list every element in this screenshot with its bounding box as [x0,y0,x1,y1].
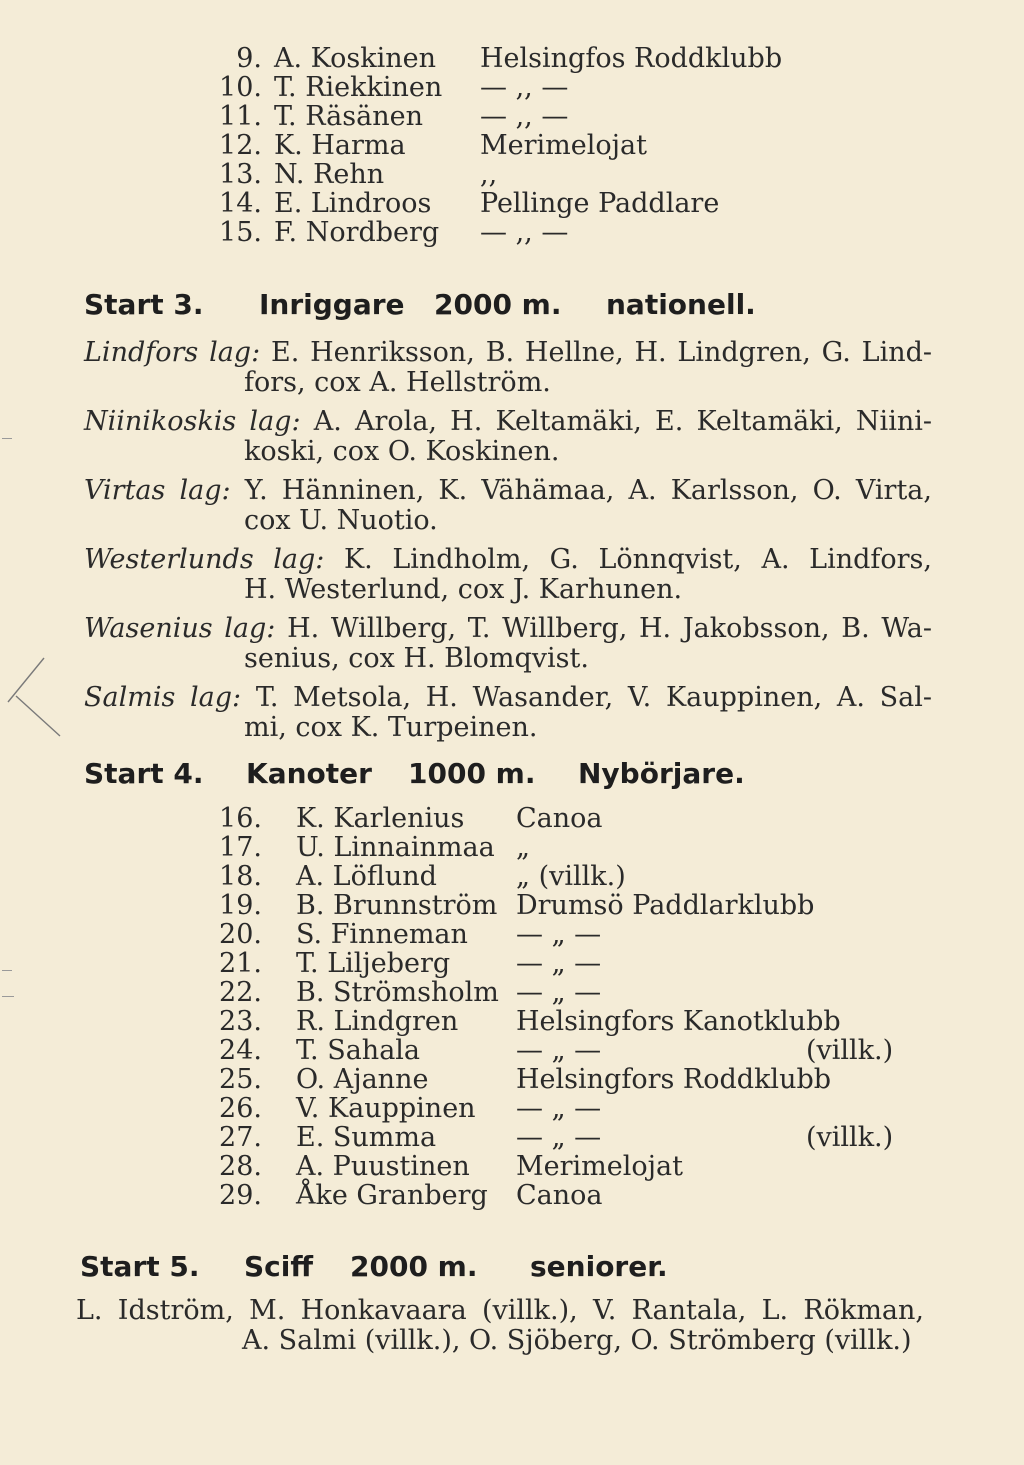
entry-row [219,919,924,950]
team-line-2: cox U. Nuotio. [244,505,438,536]
team-name: Lindfors lag: [84,337,261,368]
team-line-1 [84,545,932,575]
team-line-1 [84,407,932,437]
entry-list-start4 [219,803,924,1211]
entry-name: A. Löflund [296,861,437,892]
team-name: Salmis lag: [84,682,242,713]
entry-club: — „ — [516,1093,602,1124]
entry-club: — ,, — [480,101,569,132]
team-members: H. Willberg, T. Willberg, H. Jakobsson, B. Wa- [287,613,932,644]
entry-row [219,1093,924,1124]
start5-label: Start 5. [80,1250,200,1283]
entry-number: 16. [219,803,262,834]
entry-note: (villk.) [806,1035,894,1066]
entry-row [219,72,812,103]
entry-name: F. Nordberg [274,217,440,248]
team-line-2: koski, cox O. Koskinen. [244,436,560,467]
start4-distance: 1000 m. [408,757,536,790]
team-members: K. Lindholm, G. Lönnqvist, A. Lindfors, [344,544,932,575]
entry-row [219,1151,924,1182]
entry-name: Åke Granberg [296,1180,488,1211]
team-name: Wasenius lag: [84,613,276,644]
team-entry [84,476,932,536]
entry-name: E. Lindroos [274,188,432,219]
entry-row [219,159,812,190]
team-entry [84,407,932,467]
entry-number: 18. [219,861,262,892]
team-line-2: H. Westerlund, cox J. Karhunen. [244,574,683,605]
team-members: T. Metsola, H. Wasander, V. Kauppinen, A. Sal- [255,682,932,713]
start4-event: Kanoter [246,757,372,790]
entry-number: 10. [219,72,262,103]
start5-distance: 2000 m. [350,1250,478,1283]
start5-event: Sciff [244,1250,314,1283]
team-line-2: senius, cox H. Blomqvist. [244,643,589,674]
entry-number: 27. [219,1122,262,1153]
entry-number: 19. [219,890,262,921]
entry-row [219,832,924,863]
entry-club: — „ — [516,948,602,979]
team-entry [84,545,932,605]
entry-number: 9. [236,43,262,74]
pencil-check-mark [0,640,80,740]
start5-heading [80,1250,880,1284]
entry-name: T. Liljeberg [296,948,451,979]
entry-row [219,217,812,248]
entry-name: A. Koskinen [274,43,436,74]
entry-name: R. Lindgren [296,1006,459,1037]
entry-club: „ (villk.) [516,861,626,892]
team-line-2: fors, cox A. Hellström. [244,367,551,398]
entry-row [219,803,924,834]
entry-row [219,101,812,132]
entry-club: Merimelojat [480,130,647,161]
entry-number: 23. [219,1006,262,1037]
entry-club: Helsingfos Roddklubb [480,43,783,74]
entry-number: 11. [219,101,262,132]
start5-entries [76,1296,924,1356]
entry-club: Drumsö Paddlarklubb [516,890,815,921]
entry-name: S. Finneman [296,919,468,950]
margin-tick-3 [2,996,14,997]
margin-tick-1 [2,438,12,439]
entry-club: Canoa [516,1180,603,1211]
team-line-1 [84,683,932,713]
entry-number: 20. [219,919,262,950]
start3-heading [84,288,884,322]
entry-club: — ,, — [480,217,569,248]
entry-name: E. Summa [296,1122,437,1153]
entry-name: T. Sahala [296,1035,421,1066]
entry-name: K. Karlenius [296,803,465,834]
start3-label: Start 3. [84,288,204,321]
entry-row [236,43,812,74]
entry-row [219,1122,924,1153]
team-line-2: mi, cox K. Turpeinen. [244,712,538,743]
entry-row [219,188,812,219]
entry-name: U. Linnainmaa [296,832,495,863]
start4-heading [84,757,884,791]
entry-club: Helsingfors Roddklubb [516,1064,832,1095]
entry-number: 17. [219,832,262,863]
team-name: Westerlunds lag: [84,544,325,575]
entry-number: 29. [219,1180,262,1211]
entry-row [219,861,924,892]
entry-number: 15. [219,217,262,248]
start5-class: seniorer. [530,1250,668,1283]
entry-club: Pellinge Paddlare [480,188,720,219]
entry-row [219,890,924,921]
entry-row [219,977,924,1008]
entry-number: 21. [219,948,262,979]
team-entry [84,683,932,743]
entry-club: Merimelojat [516,1151,683,1182]
entry-number: 12. [219,130,262,161]
team-line-1 [84,338,932,368]
start3-class: nationell. [606,288,756,321]
entry-name: N. Rehn [274,159,385,190]
start4-label: Start 4. [84,757,204,790]
entry-name: B. Brunnström [296,890,498,921]
entry-name: V. Kauppinen [296,1093,476,1124]
team-members: Y. Hänninen, K. Vähämaa, A. Karlsson, O. Virta, [244,475,932,506]
entry-name: K. Harma [274,130,406,161]
entry-club: — „ — [516,1035,602,1066]
entry-number: 28. [219,1151,262,1182]
margin-tick-2 [2,970,12,971]
entry-row [219,1180,924,1211]
team-entry [84,614,932,674]
entry-club: Canoa [516,803,603,834]
entry-club: — „ — [516,977,602,1008]
team-line-1 [84,476,932,506]
entry-name: O. Ajanne [296,1064,429,1095]
team-name: Niinikoskis lag: [84,406,301,437]
start5-entries-line1: L. Idström, M. Honkavaara (villk.), V. Rantala, L. Rökman, [76,1295,924,1326]
start3-event: Inriggare [259,288,405,321]
entry-number: 14. [219,188,262,219]
start5-entries-line2: A. Salmi (villk.), O. Sjöberg, O. Strömberg (villk.) [242,1325,912,1356]
entry-number: 13. [219,159,262,190]
team-entry [84,338,932,398]
entry-list-top [219,43,812,248]
entry-club: „ [516,832,530,863]
entry-row [219,130,812,161]
entry-name: T. Riekkinen [274,72,443,103]
team-list [84,338,932,752]
entry-row [219,1035,924,1066]
team-line-1 [84,614,932,644]
entry-club: — „ — [516,919,602,950]
start4-class: Nybörjare. [578,757,745,790]
entry-number: 25. [219,1064,262,1095]
entry-club: — „ — [516,1122,602,1153]
entry-number: 22. [219,977,262,1008]
entry-club: ,, [480,159,498,190]
entry-note: (villk.) [806,1122,894,1153]
entry-number: 24. [219,1035,262,1066]
entry-number: 26. [219,1093,262,1124]
entry-row [219,948,924,979]
team-members: E. Henriksson, B. Hellne, H. Lindgren, G. Lind- [271,337,932,368]
entry-name: T. Räsänen [274,101,423,132]
entry-row [219,1064,924,1095]
entry-row [219,1006,924,1037]
entry-name: A. Puustinen [296,1151,470,1182]
start3-distance: 2000 m. [434,288,562,321]
entry-club: Helsingfors Kanotklubb [516,1006,841,1037]
team-members: A. Arola, H. Keltamäki, E. Keltamäki, Niini- [313,406,932,437]
entry-name: B. Strömsholm [296,977,499,1008]
entry-club: — ,, — [480,72,569,103]
team-name: Virtas lag: [84,475,231,506]
